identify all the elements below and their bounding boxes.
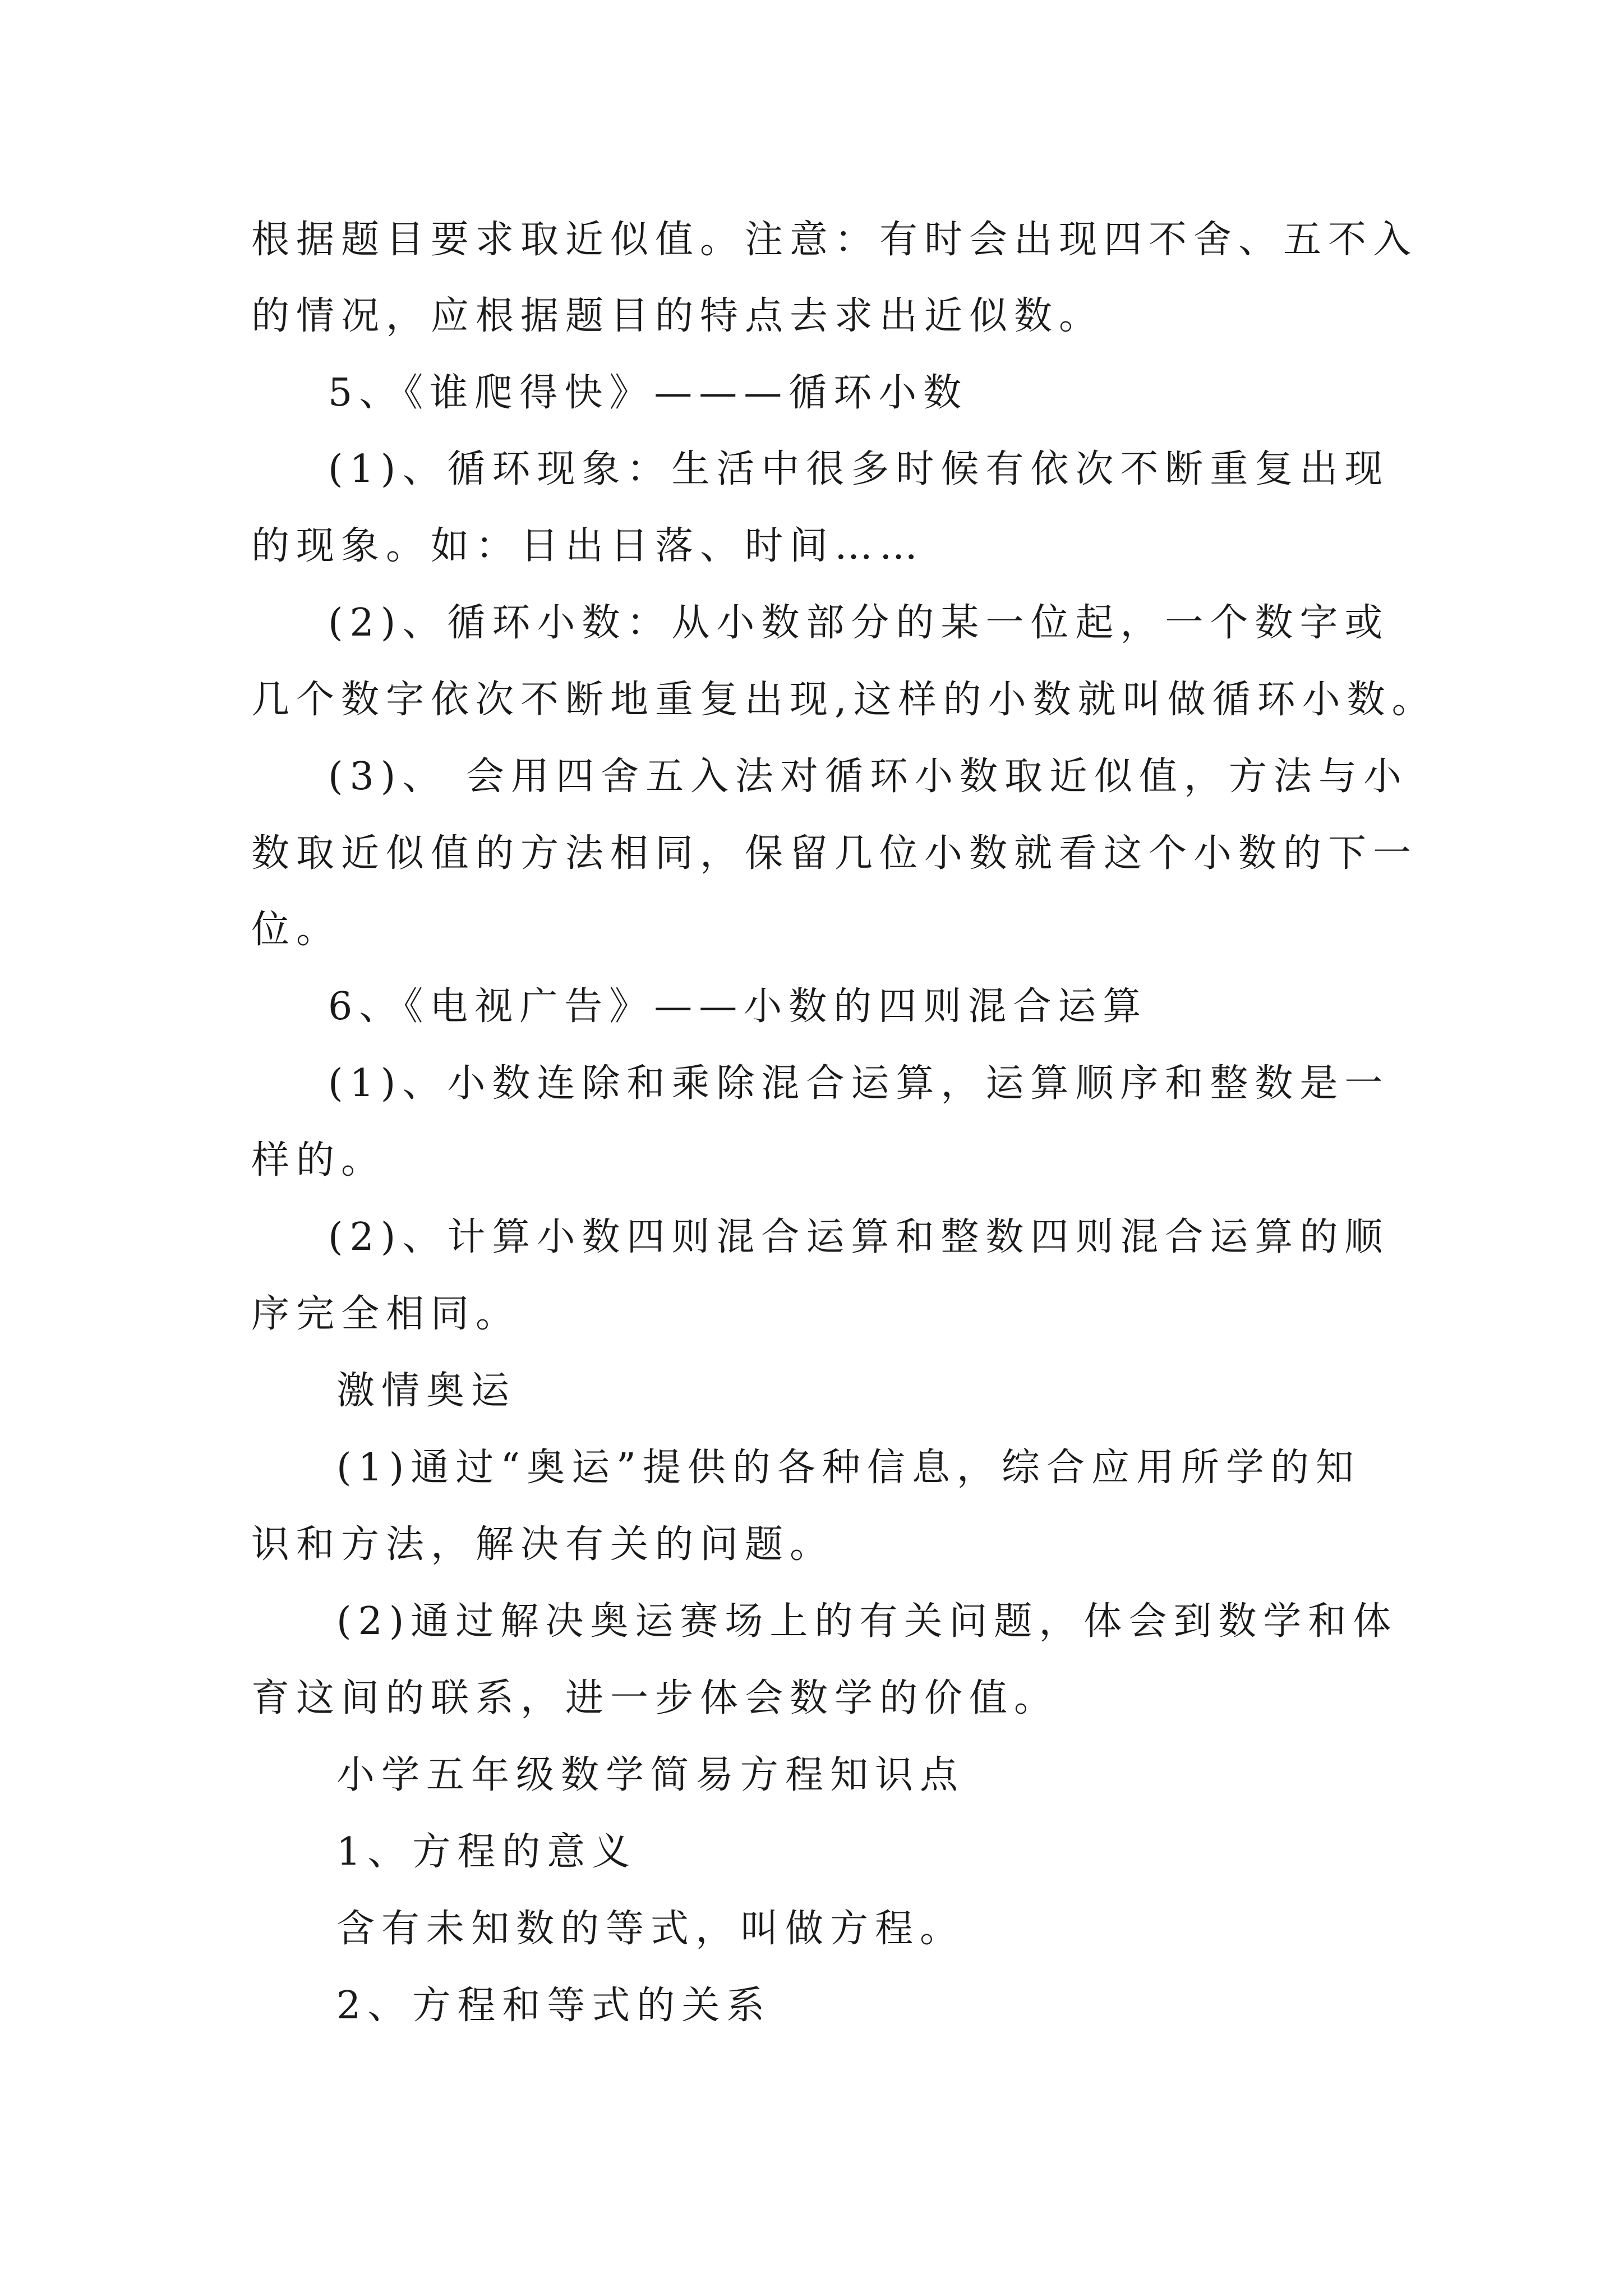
text-line: 几个数字依次不断地重复出现,这样的小数就叫做循环小数。 [251,678,1437,722]
text-line: 位。 [251,908,342,952]
section-heading: 6、《电视广告》——小数的四则混合运算 [328,984,1148,1029]
section-heading: 5、《谁爬得快》———循环小数 [328,371,969,415]
text-line: 数取近似值的方法相同，保留几位小数就看这个小数的下一 [251,831,1418,876]
text-line: 的现象。如：日出日落、时间…… [251,524,925,568]
text-line: 识和方法，解决有关的问题。 [251,1522,835,1567]
text-line: 根据题目要求取近似值。注意：有时会出现四不舍、五不入 [251,218,1418,262]
text-line: 的情况，应根据题目的特点去求出近似数。 [251,294,1104,338]
text-line: 样的。 [251,1138,386,1182]
text-line: 序完全相同。 [251,1292,521,1336]
text-line: (2)、循环小数：从小数部分的某一位起，一个数字或 [328,601,1390,645]
text-line: 含有未知数的等式，叫做方程。 [336,1907,965,1951]
text-line: (1)通过“奥运”提供的各种信息，综合应用所学的知 [336,1446,1361,1490]
section-heading: 2、方程和等式的关系 [336,1984,772,2028]
text-line: (1)、循环现象：生活中很多时候有依次不断重复出现 [328,447,1390,491]
section-heading: 1、方程的意义 [336,1830,637,1874]
text-line: (2)通过解决奥运赛场上的有关问题，体会到数学和体 [336,1599,1398,1644]
section-heading: 激情奥运 [336,1369,517,1413]
section-heading: 小学五年级数学简易方程知识点 [336,1753,965,1797]
text-line: (1)、小数连除和乘除混合运算，运算顺序和整数是一 [328,1061,1390,1106]
text-line: 育这间的联系，进一步体会数学的价值。 [251,1676,1059,1720]
text-line: (3)、 会用四舍五入法对循环小数取近似值，方法与小 [328,754,1408,799]
text-line: (2)、计算小数四则混合运算和整数四则混合运算的顺 [328,1215,1390,1259]
